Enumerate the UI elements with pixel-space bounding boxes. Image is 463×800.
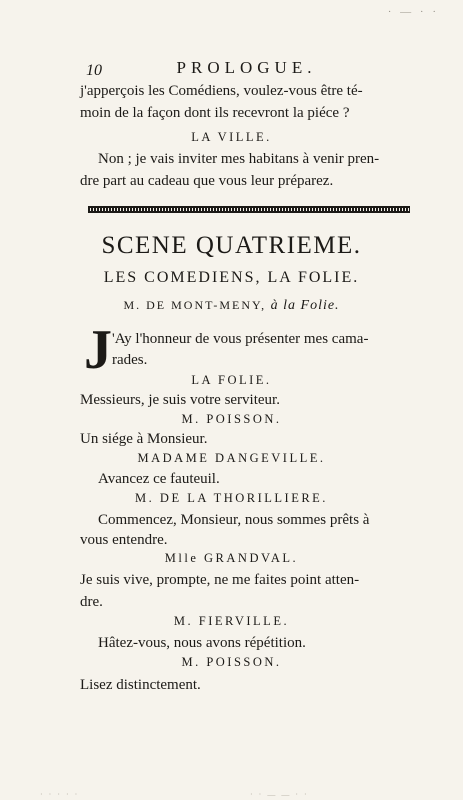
line-poisson-1: Un siége à Monsieur. — [80, 431, 208, 447]
speaker-grandval: Mlle GRANDVAL. — [164, 551, 299, 565]
stage-direction — [0, 298, 463, 314]
line-poisson-2: Lisez distinctement. — [80, 677, 201, 693]
ornamental-rule — [88, 206, 410, 213]
scan-mark-bottom-left: · · · · · — [40, 790, 80, 799]
opening-line-2: rades. — [112, 352, 148, 368]
scene-title: SCENE QUATRIEME. — [101, 232, 362, 259]
speaker-la-ville: LA VILLE. — [191, 130, 272, 144]
scan-mark-top: · — · · — [387, 6, 439, 18]
line-grandval-1: Je suis vive, prompte, ne me faites point atten- — [80, 572, 360, 588]
speaker-la-folie: LA FOLIE. — [191, 373, 272, 387]
speaker-poisson-2: M. POISSON. — [181, 655, 282, 669]
line-grandval-2: dre. — [80, 594, 103, 610]
page-number: 10 — [86, 62, 102, 79]
direction-speaker: M. DE MONT-MENY, — [123, 298, 267, 312]
scan-mark-bottom-right: · · — — · · — [250, 790, 309, 799]
speaker-dangeville: MADAME DANGEVILLE. — [137, 451, 326, 465]
line-thorilliere-2: vous entendre. — [80, 532, 168, 548]
direction-note: à la Folie. — [270, 298, 340, 313]
opening-line-1: 'Ay l'honneur de vous présenter mes cama- — [112, 331, 369, 347]
speaker-thorilliere: M. DE LA THORILLIERE. — [135, 491, 328, 505]
running-title: PROLOGUE. — [176, 58, 317, 77]
speaker-poisson-1: M. POISSON. — [181, 412, 282, 426]
drop-cap: J — [84, 319, 112, 381]
scene-characters: LES COMEDIENS, LA FOLIE. — [103, 269, 360, 286]
prologue-line-2: moin de la façon dont ils recevront la piéce ? — [80, 105, 350, 121]
line-fierville: Hâtez-vous, nous avons répétition. — [98, 635, 306, 651]
line-thorilliere-1: Commencez, Monsieur, nous sommes prêts à — [98, 512, 370, 528]
prologue-reply-line-1: Non ; je vais inviter mes habitans à venir pren- — [98, 151, 380, 167]
line-la-folie: Messieurs, je suis votre serviteur. — [80, 392, 280, 408]
line-dangeville: Avancez ce fauteuil. — [98, 471, 220, 487]
speaker-fierville: M. FIERVILLE. — [173, 614, 290, 628]
prologue-line-1: j'apperçois les Comédiens, voulez-vous être té- — [80, 83, 363, 99]
prologue-reply-line-2: dre part au cadeau que vous leur préparez. — [80, 173, 334, 189]
